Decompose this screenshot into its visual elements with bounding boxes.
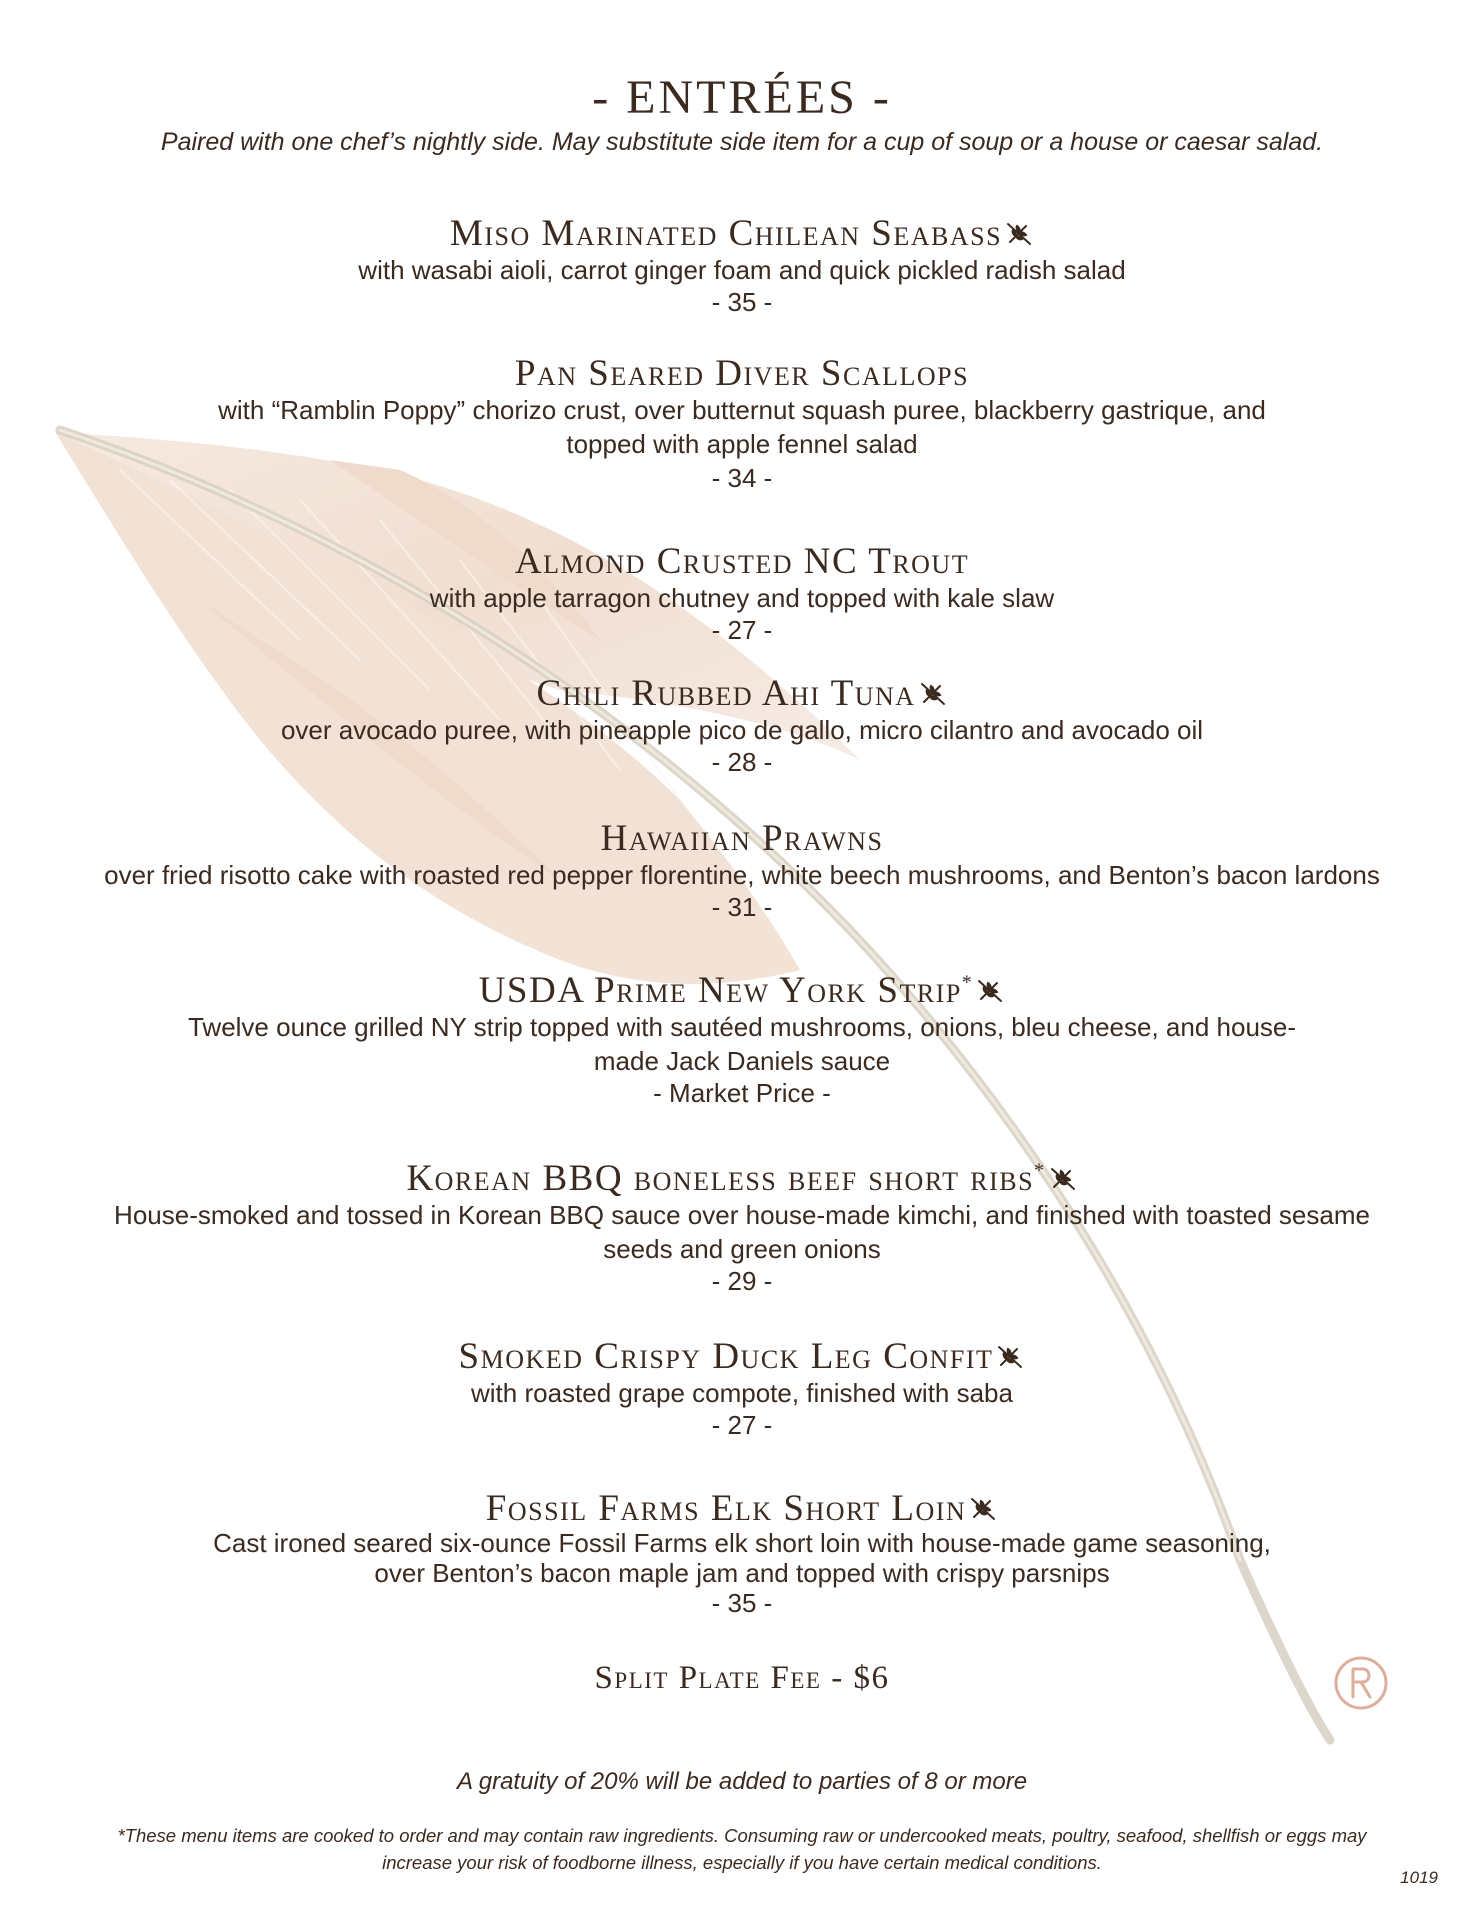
menu-item-title: [80, 355, 1404, 393]
menu-item-name: Fossil Farms Elk Short Loin: [485, 1488, 967, 1529]
menu-item: [80, 675, 1404, 777]
menu-item-price: - 31 -: [711, 892, 773, 922]
gluten-free-icon: [995, 1341, 1025, 1371]
menu-item-description: with “Ramblin Poppy” chorizo crust, over butternut squash puree, blackberry gastrique, and topped with apple fennel salad: [218, 395, 1266, 459]
menu-item-description: House-smoked and tossed in Korean BBQ sauce over house-made kimchi, and finished with toasted sesame seeds and green onions: [114, 1200, 1370, 1264]
menu-item-title: [80, 972, 1404, 1010]
page-subtitle: Paired with one chef’s nightly side. May substitute side item for a cup of soup or a house or caesar salad.: [160, 128, 1324, 156]
food-safety-disclaimer: *These menu items are cooked to order and may contain raw ingredients. Consuming raw or undercooked meats, poultry, seafood, shellfish or eggs may increase your risk of foodborne illness, especially if you have certain medical conditions.: [117, 1825, 1367, 1873]
menu-item-title: [80, 543, 1404, 581]
menu-item: [80, 543, 1404, 645]
menu-item-title: [80, 215, 1404, 253]
menu-item-name: USDA Prime New York Strip: [478, 970, 962, 1011]
menu-item-description: with wasabi aioli, carrot ginger foam and quick pickled radish salad: [358, 255, 1126, 285]
page-title: - ENTRÉES -: [592, 71, 892, 124]
gluten-free-icon: [1048, 1163, 1078, 1193]
menu-item-name: Almond Crusted NC Trout: [514, 541, 970, 582]
menu-item-description: with roasted grape compote, finished with saba: [471, 1378, 1013, 1408]
registered-mark-icon: [1332, 1654, 1390, 1712]
menu-item: [80, 1338, 1404, 1440]
menu-item-price: - 35 -: [711, 287, 773, 317]
menu-item: [80, 972, 1404, 1108]
menu-item: [80, 1490, 1404, 1618]
gluten-free-icon: [918, 678, 948, 708]
menu-item-description: over fried risotto cake with roasted red pepper florentine, white beech mushrooms, and Benton’s bacon lardons: [104, 860, 1380, 890]
menu-item-price: - Market Price -: [653, 1078, 831, 1108]
menu-item-title: [80, 820, 1404, 858]
menu-item-price: - 27 -: [711, 1410, 773, 1440]
split-plate-fee: Split Plate Fee - $6: [594, 1660, 890, 1696]
menu-item-name: Chili Rubbed Ahi Tuna: [536, 673, 916, 714]
menu-code: 1019: [1400, 1868, 1438, 1887]
menu-item-price: - 27 -: [711, 615, 773, 645]
gluten-free-icon: [975, 975, 1005, 1005]
gratuity-note: A gratuity of 20% will be added to parties of 8 or more: [456, 1768, 1028, 1795]
menu-item-name: Hawaiian Prawns: [600, 818, 884, 859]
menu-item-asterisk: *: [961, 971, 974, 994]
menu-item-price: - 29 -: [711, 1266, 773, 1296]
menu-item: [80, 1160, 1404, 1296]
menu-item: [80, 215, 1404, 317]
menu-item-price: - 34 -: [711, 463, 773, 493]
menu-item-description: Twelve ounce grilled NY strip topped with sautéed mushrooms, onions, bleu cheese, and house-made Jack Daniels sauce: [187, 1012, 1297, 1076]
menu-item-asterisk: *: [1034, 1159, 1046, 1182]
menu-item-name: Korean BBQ boneless beef short ribs: [406, 1158, 1035, 1199]
menu-item-title: [80, 1490, 1404, 1528]
menu-item-title: [80, 1160, 1404, 1198]
menu-item-name: Pan Seared Diver Scallops: [514, 353, 970, 394]
menu-item-price: - 35 -: [711, 1588, 773, 1618]
gluten-free-icon: [968, 1493, 998, 1523]
menu-item-description: over avocado puree, with pineapple pico de gallo, micro cilantro and avocado oil: [280, 715, 1204, 745]
menu-item-price: - 28 -: [711, 747, 773, 777]
menu-item: [80, 355, 1404, 493]
gluten-free-icon: [1004, 218, 1034, 248]
menu-item-title: [80, 1338, 1404, 1376]
menu-item-title: [80, 675, 1404, 713]
menu-item-description: Cast ironed seared six-ounce Fossil Farms elk short loin with house-made game seasoning, over Benton’s bacon maple jam and topped with crispy parsnips: [213, 1528, 1271, 1588]
menu-item-description: with apple tarragon chutney and topped with kale slaw: [429, 583, 1055, 613]
menu-item: [80, 820, 1404, 922]
menu-item-name: Miso Marinated Chilean Seabass: [449, 213, 1003, 254]
menu-item-name: Smoked Crispy Duck Leg Confit: [458, 1336, 994, 1377]
